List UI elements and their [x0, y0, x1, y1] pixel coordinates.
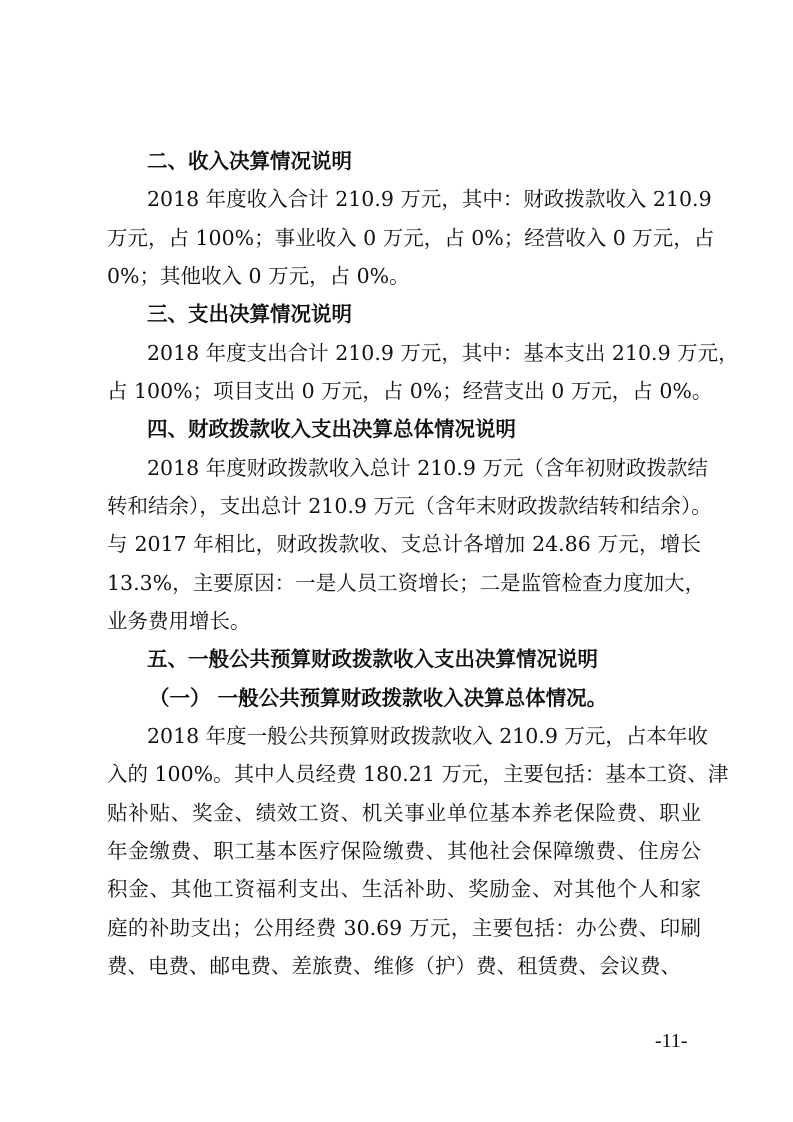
page-number: -11- — [655, 1030, 688, 1052]
paragraph-line: 年金缴费、职工基本医疗保险缴费、其他社会保障缴费、住房公 — [107, 838, 701, 863]
paragraph-line: 入的 100%。其中人员经费 180.21 万元，主要包括：基本工资、津 — [107, 762, 729, 787]
document-body — [107, 142, 739, 985]
paragraph-line: 13.3%，主要原因：一是人员工资增长；二是监管检查力度加大， — [107, 570, 706, 595]
paragraph-line: 庭的补助支出；公用经费 30.69 万元，主要包括：办公费、印刷 — [107, 915, 701, 940]
paragraph-line: 2018 年度支出合计 210.9 万元，其中：基本支出 210.9 万元， — [147, 340, 739, 365]
subsection-heading: （一） 一般公共预算财政拨款收入决算总体情况。 — [149, 685, 608, 710]
paragraph-line: 2018 年度收入合计 210.9 万元，其中：财政拨款收入 210.9 — [147, 187, 712, 212]
section-heading: 五、一般公共预算财政拨款收入支出决算情况说明 — [147, 647, 598, 672]
paragraph-line: 费、电费、邮电费、差旅费、维修（护）费、租赁费、会议费、 — [107, 953, 681, 978]
paragraph-line: 2018 年度财政拨款收入总计 210.9 万元（含年初财政拨款结 — [147, 455, 708, 480]
paragraph-line: 积金、其他工资福利支出、生活补助、奖励金、对其他个人和家 — [107, 877, 701, 902]
paragraph-line: 2018 年度一般公共预算财政拨款收入 210.9 万元，占本年收 — [147, 723, 708, 748]
paragraph-line: 与 2017 年相比，财政拨款收、支总计各增加 24.86 万元，增长 — [107, 532, 701, 557]
paragraph-line: 占 100%；项目支出 0 万元，占 0%；经营支出 0 万元，占 0%。 — [107, 378, 713, 403]
paragraph-line: 万元，占 100%；事业收入 0 万元，占 0%；经营收入 0 万元，占 — [107, 225, 715, 250]
paragraph-line: 贴补贴、奖金、绩效工资、机关事业单位基本养老保险费、职业 — [107, 800, 701, 825]
paragraph-line: 0%；其他收入 0 万元，占 0%。 — [107, 263, 410, 288]
section-heading: 二、收入决算情况说明 — [147, 149, 352, 173]
section-heading: 四、财政拨款收入支出决算总体情况说明 — [147, 417, 516, 442]
section-heading: 三、支出决算情况说明 — [147, 302, 352, 327]
paragraph-line: 业务费用增长。 — [107, 608, 251, 633]
paragraph-line: 转和结余），支出总计 210.9 万元（含年末财政拨款结转和结余）。 — [107, 493, 712, 518]
